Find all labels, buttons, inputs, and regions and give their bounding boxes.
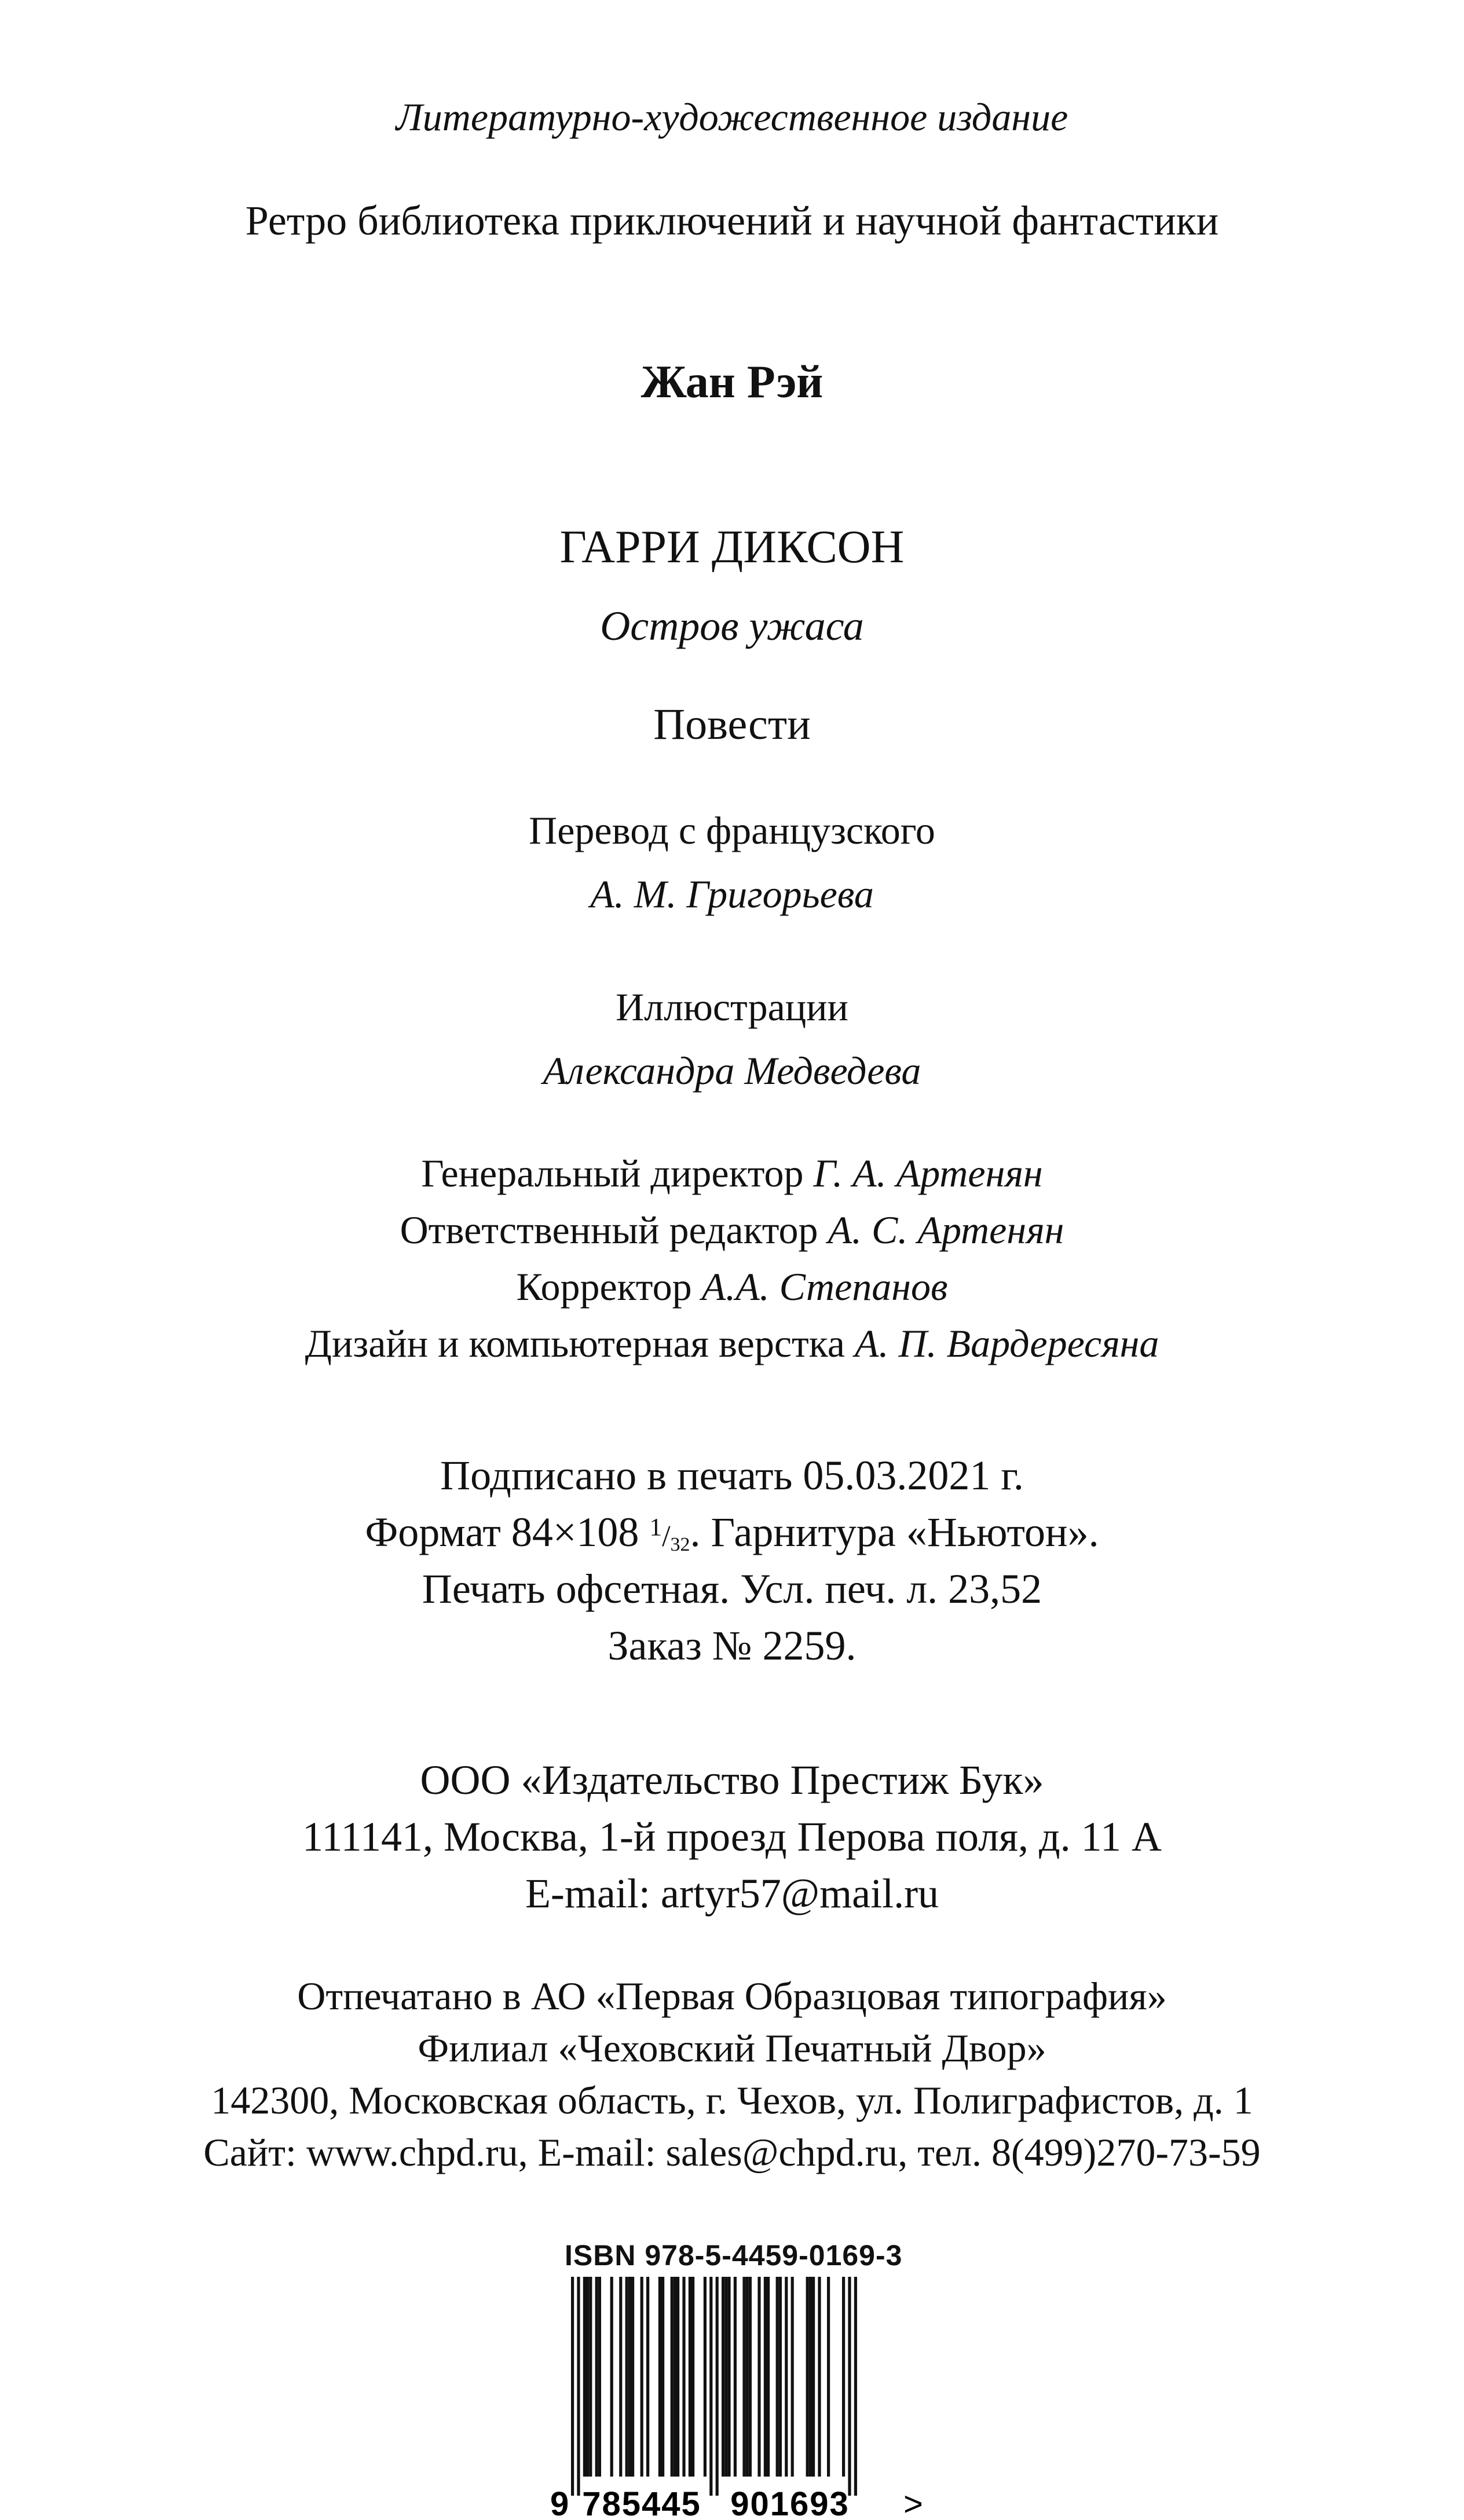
barcode-bar bbox=[628, 2277, 631, 2477]
barcode-graphic bbox=[544, 2277, 938, 2520]
barcode-bar bbox=[631, 2277, 634, 2477]
staff-name: Г. А. Артенян bbox=[813, 1151, 1043, 1195]
staff-name: А. С. Артенян bbox=[828, 1208, 1064, 1252]
barcode-bar bbox=[689, 2277, 691, 2477]
barcode-bar bbox=[583, 2277, 586, 2477]
publisher-address: 111141, Москва, 1-й проезд Перова поля, д. 11 А bbox=[302, 1814, 1162, 1860]
staff-role: Корректор bbox=[516, 1265, 692, 1309]
barcode-bar bbox=[661, 2277, 664, 2477]
barcode-bar bbox=[658, 2277, 661, 2477]
format-fraction: $^1/_{32}$ bbox=[649, 1513, 690, 1555]
barcode-bar bbox=[682, 2277, 685, 2477]
format-prefix: Формат 84×108 bbox=[365, 1509, 639, 1555]
barcode-bar bbox=[724, 2277, 727, 2477]
illustrator-name: Александра Медведева bbox=[543, 1049, 921, 1093]
barcode-bar bbox=[674, 2277, 676, 2477]
barcode-guard-bar bbox=[848, 2277, 851, 2496]
translation-label: Перевод с французского bbox=[529, 808, 935, 852]
author-name: Жан Рэй bbox=[640, 357, 824, 408]
barcode-bar bbox=[610, 2277, 613, 2477]
book-subtitle: Остров ужаса bbox=[600, 603, 864, 649]
barcode-bar bbox=[842, 2277, 845, 2477]
barcode-bar bbox=[619, 2277, 622, 2477]
barcode-bar bbox=[727, 2277, 730, 2477]
staff-line bbox=[0, 1265, 1464, 1309]
format-line bbox=[0, 1511, 1464, 1555]
barcode-bar bbox=[646, 2277, 649, 2477]
barcode-guard-bar bbox=[709, 2277, 712, 2496]
book-genre: Повести bbox=[653, 700, 811, 749]
staff-role: Ответственный редактор bbox=[400, 1208, 818, 1252]
barcode-bar bbox=[640, 2277, 643, 2477]
barcode-bar bbox=[676, 2277, 679, 2477]
barcode-bar bbox=[818, 2277, 821, 2477]
print-type: Печать офсетная. Усл. печ. л. 23,52 bbox=[422, 1566, 1042, 1612]
barcode-digit-first: 9 bbox=[550, 2485, 569, 2520]
barcode-bar bbox=[586, 2277, 589, 2477]
barcode-bar bbox=[757, 2277, 760, 2477]
barcode-bar bbox=[625, 2277, 628, 2477]
barcode-bar bbox=[589, 2277, 592, 2477]
barcode-bar bbox=[764, 2277, 767, 2477]
series-name: Ретро библиотека приключений и научной фантастики bbox=[245, 197, 1219, 244]
barcode-guard-bar bbox=[716, 2277, 719, 2496]
barcode-guard-bar bbox=[854, 2277, 857, 2496]
staff-role: Дизайн и компьютерная верстка bbox=[305, 1321, 845, 1365]
illustrations-label: Иллюстрации bbox=[616, 985, 848, 1029]
barcode-digits-left: 785445 bbox=[582, 2485, 701, 2520]
barcode-bar bbox=[779, 2277, 782, 2477]
printer-address: 142300, Московская область, г. Чехов, ул. Полиграфистов, д. 1 bbox=[211, 2078, 1253, 2122]
barcode-bar bbox=[734, 2277, 737, 2477]
barcode-bar bbox=[749, 2277, 752, 2477]
printer-contacts: Сайт: www.chpd.ru, E-mail: sales@chpd.ru, тел. 8(499)270-73-59 bbox=[203, 2130, 1261, 2174]
edition-type: Литературно-художественное издание bbox=[396, 95, 1068, 139]
order-number: Заказ № 2259. bbox=[607, 1622, 857, 1669]
barcode-bar bbox=[812, 2277, 815, 2477]
barcode-bar bbox=[746, 2277, 749, 2477]
barcode-bar bbox=[827, 2277, 830, 2477]
barcode-end-marker: > bbox=[903, 2485, 923, 2520]
barcode-bar bbox=[742, 2277, 745, 2477]
printer-name: Отпечатано в АО «Первая Образцовая типография» bbox=[297, 1974, 1167, 2018]
barcode-guard-bar bbox=[577, 2277, 580, 2496]
translator-name: А. М. Григорьева bbox=[590, 872, 874, 916]
barcode-bar bbox=[598, 2277, 601, 2477]
staff-role: Генеральный директор bbox=[421, 1151, 804, 1195]
fraction-denominator: 32 bbox=[670, 1534, 690, 1555]
fraction-numerator: 1 bbox=[649, 1513, 663, 1541]
barcode-bar bbox=[704, 2277, 707, 2477]
staff-line bbox=[0, 1210, 1464, 1250]
barcode-digits-right: 901693 bbox=[730, 2485, 850, 2520]
publisher-name: ООО «Издательство Престиж Бук» bbox=[420, 1757, 1044, 1803]
barcode-bar bbox=[671, 2277, 674, 2477]
printer-branch: Филиал «Чеховский Печатный Двор» bbox=[418, 2026, 1046, 2070]
barcode-bar bbox=[785, 2277, 788, 2477]
staff-name: А.А. Степанов bbox=[701, 1265, 948, 1309]
publisher-email: E-mail: artyr57@mail.ru bbox=[525, 1870, 939, 1917]
book-title: ГАРРИ ДИКСОН bbox=[559, 522, 905, 573]
barcode-bar bbox=[776, 2277, 779, 2477]
barcode-guard-bar bbox=[571, 2277, 574, 2496]
staff-name: А. П. Вардересяна bbox=[854, 1321, 1159, 1365]
barcode-bar bbox=[791, 2277, 794, 2477]
isbn-label: ISBN 978-5-4459-0169-3 bbox=[565, 2239, 903, 2272]
staff-line bbox=[0, 1153, 1464, 1193]
barcode-bar bbox=[691, 2277, 694, 2477]
barcode-bar bbox=[722, 2277, 724, 2477]
staff-line bbox=[0, 1321, 1464, 1365]
signed-date: Подписано в печать 05.03.2021 г. bbox=[440, 1452, 1024, 1499]
barcode-bars bbox=[571, 2277, 857, 2496]
format-suffix: . Гарнитура «Ньютон». bbox=[690, 1509, 1099, 1555]
barcode-bar bbox=[809, 2277, 812, 2477]
barcode-bar bbox=[595, 2277, 598, 2477]
barcode-bar bbox=[806, 2277, 809, 2477]
barcode-bar bbox=[767, 2277, 770, 2477]
